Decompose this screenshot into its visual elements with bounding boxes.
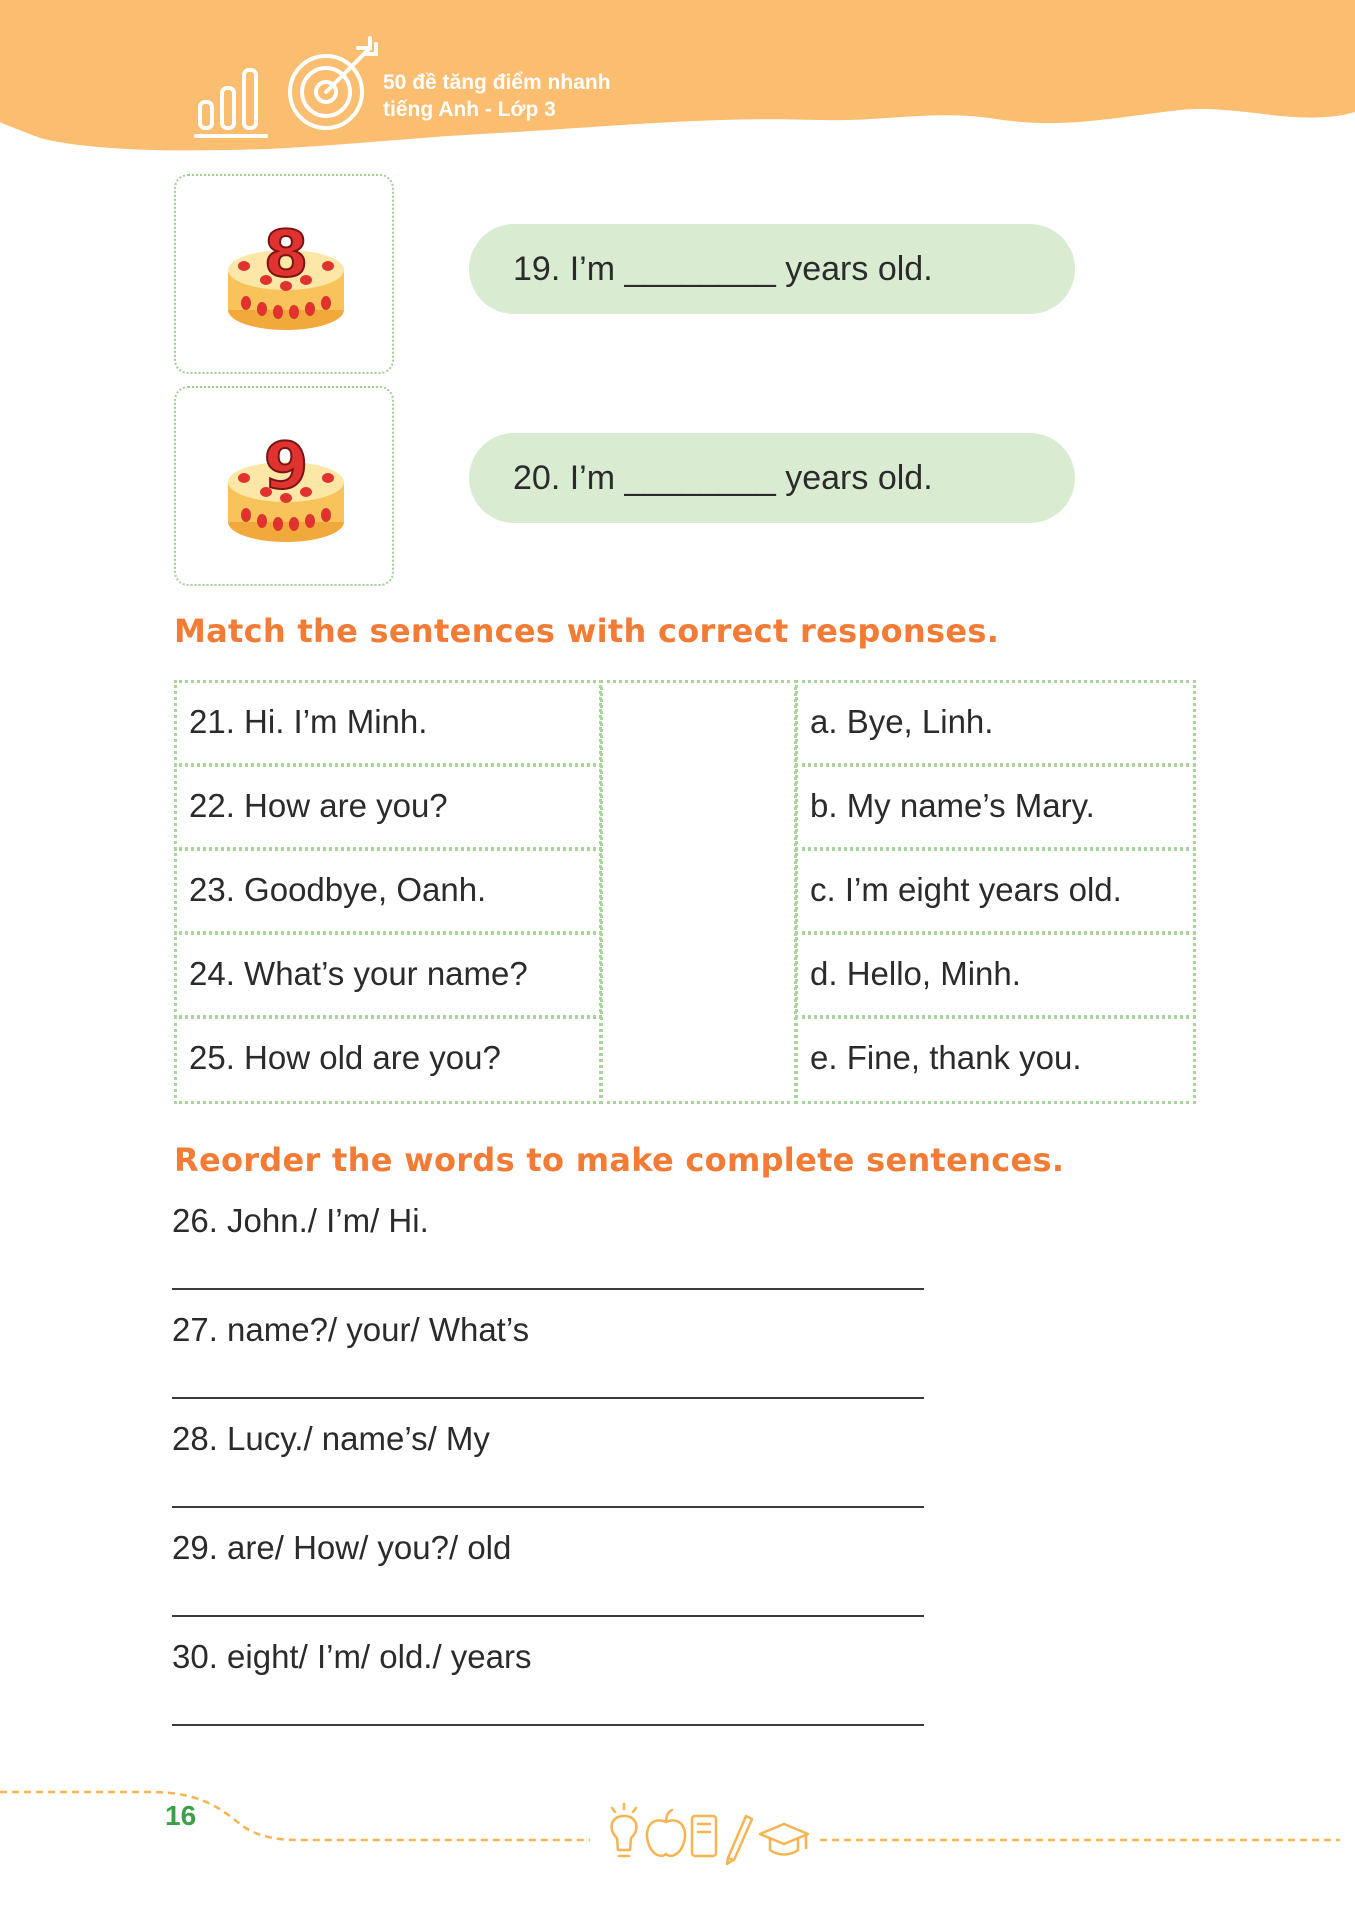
apple-icon: [647, 1810, 685, 1856]
match-section-title: Match the sentences with correct responses.: [174, 612, 1000, 650]
answer-blank[interactable]: ________: [624, 250, 776, 288]
bar-chart-icon: [194, 62, 274, 140]
match-table: [174, 680, 1196, 1104]
reorder-item-29: 29. are/ How/ you?/ old: [172, 1529, 512, 1566]
match-left-22: 22. How are you?: [174, 764, 602, 850]
match-right-b: b. My name’s Mary.: [795, 764, 1196, 850]
match-right-e: e. Fine, thank you.: [795, 1016, 1196, 1104]
sentence-end: years old.: [785, 459, 933, 497]
sentence-start: 19. I’m: [513, 250, 616, 288]
reorder-section-title: Reorder the words to make complete sentences.: [174, 1141, 1065, 1179]
reorder-item-27: 27. name?/ your/ What’s: [172, 1311, 530, 1348]
answer-blank[interactable]: ________: [624, 459, 776, 497]
header-title-line2: tiếng Anh - Lớp 3: [383, 98, 556, 121]
match-left-25: 25. How old are you?: [174, 1016, 602, 1104]
pencil-icon: [727, 1816, 752, 1864]
cake-card-8: [174, 174, 394, 374]
header-title-line1: 50 đề tăng điểm nhanh: [383, 71, 611, 94]
reorder-item-26: 26. John./ I’m/ Hi.: [172, 1202, 429, 1239]
match-left-21: 21. Hi. I’m Minh.: [174, 680, 602, 766]
sentence-start: 20. I’m: [513, 459, 616, 497]
match-right-a: a. Bye, Linh.: [795, 680, 1196, 766]
fill-sentence-20: [469, 433, 1075, 523]
match-right-c: c. I’m eight years old.: [795, 848, 1196, 934]
lightbulb-icon: [612, 1804, 637, 1856]
fill-sentence-19: [469, 224, 1075, 314]
match-right-d: d. Hello, Minh.: [795, 932, 1196, 1018]
answer-line-30[interactable]: [172, 1724, 924, 1726]
reorder-item-30: 30. eight/ I’m/ old./ years: [172, 1638, 532, 1675]
cake-number: 8: [263, 218, 309, 292]
birthday-cake-icon: [216, 210, 356, 340]
footer-decoration: [0, 1780, 1355, 1880]
graduation-cap-icon: [760, 1824, 808, 1855]
answer-line-28[interactable]: [172, 1506, 924, 1508]
answer-line-26[interactable]: [172, 1288, 924, 1290]
match-left-24: 24. What’s your name?: [174, 932, 602, 1018]
match-left-23: 23. Goodbye, Oanh.: [174, 848, 602, 934]
cake-number: 9: [263, 430, 309, 504]
page-number: 16: [165, 1800, 197, 1831]
cake-card-9: [174, 386, 394, 586]
target-arrow-icon: [284, 36, 384, 136]
sentence-end: years old.: [785, 250, 933, 288]
book-icon: [692, 1816, 716, 1856]
reorder-item-28: 28. Lucy./ name’s/ My: [172, 1420, 490, 1457]
birthday-cake-icon: [216, 422, 356, 552]
match-gap-column: [600, 680, 797, 1104]
answer-line-29[interactable]: [172, 1615, 924, 1617]
answer-line-27[interactable]: [172, 1397, 924, 1399]
